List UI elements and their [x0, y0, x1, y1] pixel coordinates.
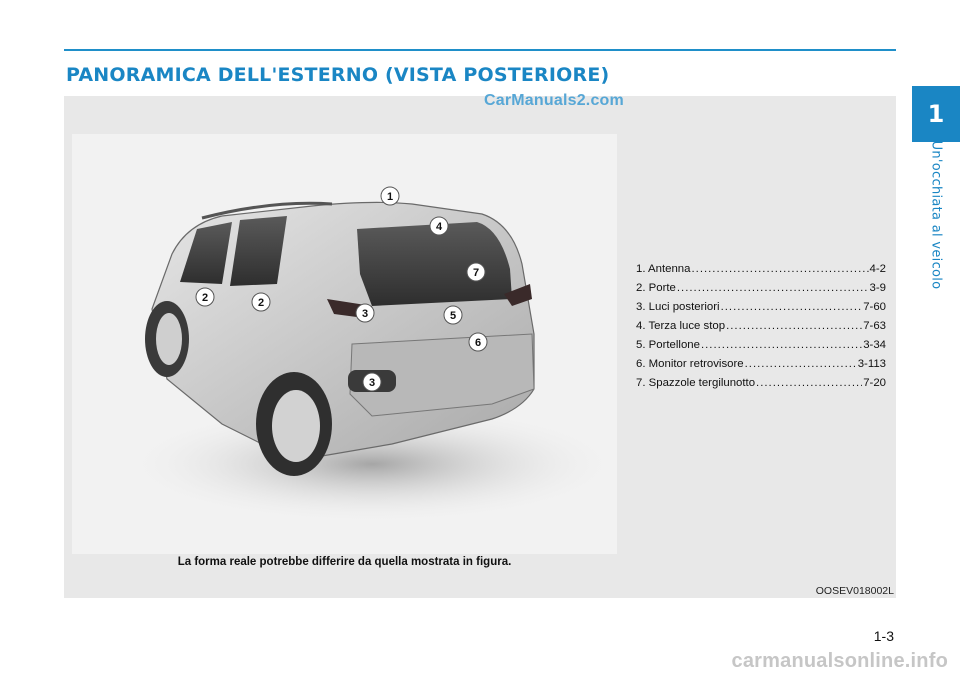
chapter-label: Un'occhiata al veicolo [928, 140, 944, 290]
callout-tail-light [356, 304, 374, 322]
svg-text:2: 2 [257, 297, 265, 309]
page-title: PANORAMICA DELL'ESTERNO (VISTA POSTERIORE) [66, 64, 610, 86]
legend-item: 3. Luci posteriori ..... 7-60 [636, 298, 886, 317]
vehicle-illustration [72, 134, 617, 554]
vehicle-rear-figure [72, 134, 617, 554]
legend-item: 4. Terza luce stop ..... 7-63 [636, 317, 886, 336]
svg-text:3: 3 [361, 308, 369, 320]
chapter-number: 1 [927, 100, 945, 128]
image-code: OOSEV018002L [815, 585, 894, 597]
legend-item: 5. Portellone ..... 3-34 [636, 336, 886, 355]
callout-door-rear [252, 293, 270, 311]
rear-window [357, 222, 512, 306]
parts-legend [636, 260, 886, 393]
svg-text:2: 2 [201, 292, 209, 304]
svg-text:1: 1 [386, 191, 394, 203]
callout-door-front [196, 288, 214, 306]
wheel-rear-rim [272, 390, 320, 462]
legend-item: 6. Monitor retrovisore ..... 3-113 [636, 355, 886, 374]
legend-item: 1. Antenna ..... 4-2 [636, 260, 886, 279]
callout-rear-monitor [469, 333, 487, 351]
figure-caption: La forma reale potrebbe differire da quella mostrata in figura. [177, 556, 512, 568]
svg-text:7: 7 [472, 267, 480, 279]
svg-text:3: 3 [368, 377, 376, 389]
legend-item: 7. Spazzole tergilunotto ..... 7-20 [636, 374, 886, 393]
footer-watermark: carmanualsonline.info [731, 650, 948, 672]
header-rule [64, 49, 896, 51]
page-number: 1-3 [873, 628, 894, 644]
callout-tailgate [444, 306, 462, 324]
svg-text:4: 4 [435, 221, 443, 233]
chapter-tab[interactable] [912, 86, 960, 142]
legend-item: 2. Porte ..... 3-9 [636, 279, 886, 298]
svg-text:6: 6 [474, 337, 482, 349]
callout-high-stop-lamp [430, 217, 448, 235]
callout-wiper [467, 263, 485, 281]
callout-antenna [381, 187, 399, 205]
svg-text:5: 5 [449, 310, 457, 322]
callout-bumper-light [363, 373, 381, 391]
wheel-front-rim [156, 313, 182, 365]
watermark: CarManuals2.com [484, 92, 624, 109]
